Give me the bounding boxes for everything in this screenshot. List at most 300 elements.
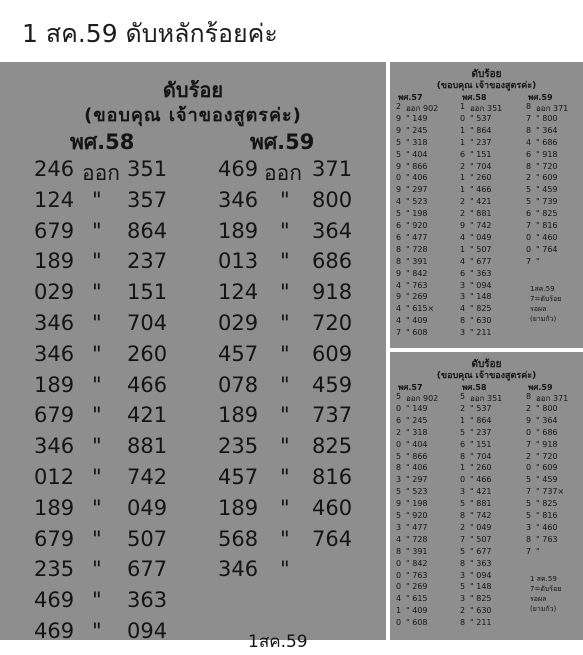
photo-footer: 1สค.59	[248, 632, 308, 652]
digit: 4	[396, 197, 402, 206]
photo-subtitle: (ขอบคุณ เจ้าของสูตรค่ะ)	[84, 105, 302, 126]
digit: 1	[460, 463, 466, 472]
draw-result: " 049	[470, 233, 492, 242]
digit: 3	[396, 523, 402, 532]
draw-result: " 686	[536, 138, 558, 147]
draw-result: " 763	[536, 535, 558, 544]
draw-number: 568	[218, 527, 259, 551]
digit: 9	[396, 162, 402, 171]
digit: 8	[526, 102, 532, 111]
digit: 2	[460, 209, 466, 218]
draw-result: " 391	[406, 257, 428, 266]
draw-result: " 211	[470, 328, 492, 337]
draw-result: " 816	[536, 221, 558, 230]
draw-result: " 737×	[536, 487, 565, 496]
draw-result: " 477	[406, 523, 428, 532]
draw-result: 825	[312, 434, 353, 458]
digit: 4	[526, 138, 532, 147]
draw-separator: "	[280, 342, 290, 366]
draw-number: 189	[218, 403, 259, 427]
draw-result: " 297	[406, 475, 428, 484]
draw-number: 457	[218, 342, 259, 366]
draw-result: " 460	[536, 233, 558, 242]
draw-number: 346	[218, 188, 259, 212]
draw-separator: "	[92, 496, 102, 520]
digit: 5	[396, 138, 402, 147]
draw-result: " 049	[470, 523, 492, 532]
draw-result: " 094	[470, 571, 492, 580]
draw-result: " 842	[406, 269, 428, 278]
draw-separator: "	[280, 465, 290, 489]
draw-result: " 507	[470, 245, 492, 254]
post-header	[0, 0, 583, 62]
draw-result: ออก 351	[470, 104, 503, 113]
draw-result: " 728	[406, 245, 428, 254]
digit: 3	[396, 475, 402, 484]
draw-result: " 477	[406, 233, 428, 242]
draw-result: " 507	[470, 535, 492, 544]
photo-title: ดับร้อย	[162, 78, 224, 102]
digit: 1	[460, 102, 466, 111]
draw-result: " 260	[470, 463, 492, 472]
draw-result: " 704	[470, 452, 492, 461]
draw-result: " 742	[470, 511, 492, 520]
draw-result: " 918	[536, 150, 558, 159]
digit: 7	[526, 547, 532, 556]
digit: 4	[460, 257, 466, 266]
digit: 2	[460, 606, 466, 615]
note-line: 1สค.59	[530, 285, 555, 293]
digit: 0	[396, 440, 402, 449]
digit: 0	[396, 582, 402, 591]
digit: 8	[460, 511, 466, 520]
note-line: 7=ดับร้อย	[530, 295, 562, 303]
draw-result: " 920	[406, 511, 428, 520]
thumb-title: ดับร้อย	[471, 359, 502, 370]
draw-result: " 825	[536, 499, 558, 508]
digit: 5	[526, 185, 532, 194]
note-line: 7=ดับร้อย	[530, 585, 562, 593]
draw-result: " 881	[470, 209, 492, 218]
draw-result: ออก 351	[470, 394, 503, 403]
digit: 1	[460, 416, 466, 425]
digit: 0	[526, 463, 532, 472]
draw-separator: "	[92, 465, 102, 489]
digit: 8	[460, 618, 466, 627]
digit: 1	[460, 245, 466, 254]
draw-separator: "	[280, 527, 290, 551]
digit: 3	[460, 328, 466, 337]
year-header: พศ.59	[528, 383, 553, 392]
draw-result: " 406	[406, 463, 428, 472]
digit: 7	[526, 221, 532, 230]
draw-result: "	[536, 257, 540, 266]
draw-separator: "	[92, 527, 102, 551]
draw-result: 466	[127, 373, 168, 397]
draw-number: 246	[34, 157, 75, 181]
digit: 6	[460, 440, 466, 449]
draw-result: " 742	[470, 221, 492, 230]
draw-result: 357	[127, 188, 168, 212]
digit: 2	[460, 523, 466, 532]
digit: 5	[460, 428, 466, 437]
draw-number: 469	[34, 619, 75, 643]
draw-result: " 825	[536, 209, 558, 218]
digit: 0	[396, 571, 402, 580]
digit: 0	[396, 173, 402, 182]
digit: 9	[460, 221, 466, 230]
year-header: พศ.58	[462, 93, 487, 102]
digit: 4	[396, 535, 402, 544]
draw-result: 881	[127, 434, 168, 458]
draw-separator: "	[280, 557, 290, 581]
draw-result: ออก 371	[536, 394, 569, 403]
draw-result: " 764	[536, 245, 558, 254]
draw-result: " 404	[406, 440, 428, 449]
digit: 9	[396, 126, 402, 135]
draw-separator: "	[92, 280, 102, 304]
digit: 0	[526, 245, 532, 254]
draw-result: " 459	[536, 185, 558, 194]
digit: 0	[526, 428, 532, 437]
digit: 8	[460, 452, 466, 461]
digit: 8	[460, 559, 466, 568]
draw-result: " 825	[470, 594, 492, 603]
digit: 5	[396, 511, 402, 520]
digit: 2	[396, 102, 402, 111]
draw-result: " 364	[536, 126, 558, 135]
note-line: (ยามกัว)	[530, 605, 557, 613]
digit: 2	[396, 428, 402, 437]
draw-result: " 363	[470, 559, 492, 568]
digit: 8	[396, 463, 402, 472]
draw-number: 346	[34, 311, 75, 335]
draw-result: " 094	[470, 281, 492, 290]
draw-result: 364	[312, 219, 353, 243]
draw-result: " 630	[470, 606, 492, 615]
draw-result: " 523	[406, 487, 428, 496]
draw-number: 013	[218, 249, 259, 273]
digit: 2	[526, 404, 532, 413]
draw-separator: "	[92, 342, 102, 366]
thumbnail-photo-top[interactable]	[390, 62, 583, 348]
draw-number: 189	[34, 249, 75, 273]
digit: 7	[460, 535, 466, 544]
digit: 5	[396, 150, 402, 159]
draw-result: " 149	[406, 404, 428, 413]
draw-separator: "	[280, 403, 290, 427]
digit: 6	[396, 233, 402, 242]
draw-result: " 630	[470, 316, 492, 325]
draw-result: " 609	[536, 173, 558, 182]
draw-result: " 404	[406, 150, 428, 159]
draw-number: 012	[34, 465, 75, 489]
draw-number: 029	[218, 311, 259, 335]
draw-result: " 800	[536, 114, 558, 123]
draw-result: 864	[127, 219, 168, 243]
draw-number: 679	[34, 219, 75, 243]
digit: 0	[526, 233, 532, 242]
draw-result: 800	[312, 188, 353, 212]
draw-separator: "	[280, 311, 290, 335]
digit: 6	[460, 150, 466, 159]
draw-number: 469	[34, 588, 75, 612]
draw-number: 346	[218, 557, 259, 581]
draw-result: " 816	[536, 511, 558, 520]
draw-result: " 149	[406, 114, 428, 123]
draw-result: " 406	[406, 173, 428, 182]
draw-result: " 866	[406, 452, 428, 461]
draw-result: " 151	[470, 440, 492, 449]
draw-number: 124	[218, 280, 259, 304]
digit: 9	[526, 416, 532, 425]
digit: 4	[396, 304, 402, 313]
main-photo[interactable]	[0, 62, 386, 652]
digit: 0	[396, 559, 402, 568]
draw-result: ออก 902	[406, 104, 439, 113]
digit: 2	[460, 197, 466, 206]
draw-separator: "	[92, 557, 102, 581]
note-line: (ยามกัว)	[530, 315, 557, 323]
draw-number: 457	[218, 465, 259, 489]
draw-result: 609	[312, 342, 353, 366]
digit: 5	[396, 392, 402, 401]
draw-result: " 198	[406, 209, 428, 218]
digit: 9	[396, 292, 402, 301]
draw-result: " 245	[406, 126, 428, 135]
digit: 0	[396, 404, 402, 413]
digit: 2	[460, 162, 466, 171]
draw-result: 049	[127, 496, 168, 520]
digit: 0	[460, 475, 466, 484]
draw-result: " 763	[406, 571, 428, 580]
draw-result: " 318	[406, 428, 428, 437]
draw-result: " 269	[406, 292, 428, 301]
digit: 3	[460, 292, 466, 301]
digit: 8	[396, 257, 402, 266]
digit: 9	[396, 269, 402, 278]
thumbnail-photo-bottom[interactable]	[390, 352, 583, 640]
digit: 2	[526, 452, 532, 461]
digit: 4	[460, 233, 466, 242]
draw-result: " 720	[536, 162, 558, 171]
draw-result: 151	[127, 280, 168, 304]
digit: 5	[396, 487, 402, 496]
digit: 1	[396, 606, 402, 615]
draw-result: " 720	[536, 452, 558, 461]
draw-result: 094	[127, 619, 168, 643]
draw-number: 029	[34, 280, 75, 304]
digit: 8	[526, 126, 532, 135]
draw-result: "	[536, 547, 540, 556]
draw-number: 235	[34, 557, 75, 581]
draw-separator: "	[92, 588, 102, 612]
digit: 3	[460, 594, 466, 603]
draw-result: " 364	[536, 416, 558, 425]
digit: 8	[526, 392, 532, 401]
draw-result: 363	[127, 588, 168, 612]
note-line: รอผล	[530, 305, 547, 313]
draw-separator: "	[92, 373, 102, 397]
draw-result: " 537	[470, 114, 492, 123]
draw-result: " 800	[536, 404, 558, 413]
draw-result: " 409	[406, 316, 428, 325]
draw-separator: "	[280, 373, 290, 397]
draw-result: 737	[312, 403, 353, 427]
draw-result: " 466	[470, 185, 492, 194]
digit: 8	[526, 535, 532, 544]
draw-result: ออก 902	[406, 394, 439, 403]
draw-result: " 148	[470, 582, 492, 591]
digit: 5	[526, 475, 532, 484]
note-line: 1 สค.59	[530, 575, 557, 583]
draw-result: " 677	[470, 547, 492, 556]
digit: 3	[460, 571, 466, 580]
draw-result: " 615	[406, 594, 428, 603]
draw-result: " 608	[406, 328, 428, 337]
draw-result: " 763	[406, 281, 428, 290]
draw-result: " 739	[536, 197, 558, 206]
digit: 6	[396, 221, 402, 230]
draw-number: 346	[34, 434, 75, 458]
draw-separator: "	[280, 496, 290, 520]
digit: 3	[460, 281, 466, 290]
draw-result: " 260	[470, 173, 492, 182]
draw-result: 720	[312, 311, 353, 335]
draw-result: 918	[312, 280, 353, 304]
digit: 7	[526, 257, 532, 266]
draw-result: " 866	[406, 162, 428, 171]
draw-result: " 615×	[406, 304, 435, 313]
digit: 7	[526, 114, 532, 123]
digit: 2	[460, 404, 466, 413]
draw-number: 189	[218, 496, 259, 520]
digit: 8	[396, 245, 402, 254]
draw-separator: "	[92, 434, 102, 458]
post-title: 1 สค.59 ดับหลักร้อยค่ะ	[22, 19, 278, 48]
digit: 4	[460, 304, 466, 313]
draw-number: 189	[218, 219, 259, 243]
draw-separator: ออก	[264, 161, 302, 185]
draw-result: " 864	[470, 126, 492, 135]
year-header-59: พศ.59	[250, 130, 315, 154]
draw-result: 237	[127, 249, 168, 273]
digit: 4	[396, 281, 402, 290]
draw-separator: "	[92, 311, 102, 335]
draw-result: " 421	[470, 487, 492, 496]
digit: 5	[460, 499, 466, 508]
draw-result: 421	[127, 403, 168, 427]
draw-result: " 842	[406, 559, 428, 568]
thumb-subtitle: (ขอบคุณ เจ้าของสูตรค่ะ)	[436, 371, 537, 381]
draw-result: " 686	[536, 428, 558, 437]
digit: 7	[526, 440, 532, 449]
draw-result: " 825	[470, 304, 492, 313]
digit: 6	[460, 269, 466, 278]
draw-result: " 391	[406, 547, 428, 556]
draw-number: 189	[34, 373, 75, 397]
digit: 8	[396, 547, 402, 556]
draw-number: 679	[34, 527, 75, 551]
draw-result: 507	[127, 527, 168, 551]
draw-result: " 609	[536, 463, 558, 472]
digit: 7	[526, 487, 532, 496]
digit: 8	[460, 316, 466, 325]
digit: 5	[526, 499, 532, 508]
draw-result: " 677	[470, 257, 492, 266]
year-header-58: พศ.58	[70, 130, 135, 154]
digit: 3	[460, 487, 466, 496]
draw-result: 704	[127, 311, 168, 335]
digit: 9	[396, 114, 402, 123]
draw-result: " 409	[406, 606, 428, 615]
draw-result: " 211	[470, 618, 492, 627]
draw-number: 235	[218, 434, 259, 458]
draw-number: 124	[34, 188, 75, 212]
draw-result: 351	[127, 157, 168, 181]
year-header: พศ.57	[398, 93, 423, 102]
draw-result: 686	[312, 249, 353, 273]
digit: 6	[396, 416, 402, 425]
draw-result: " 237	[470, 138, 492, 147]
year-header: พศ.57	[398, 383, 423, 392]
digit: 6	[526, 209, 532, 218]
digit: 1	[460, 138, 466, 147]
draw-result: 460	[312, 496, 353, 520]
draw-separator: "	[92, 188, 102, 212]
draw-result: " 421	[470, 197, 492, 206]
digit: 4	[396, 316, 402, 325]
digit: 8	[526, 162, 532, 171]
draw-result: 764	[312, 527, 353, 551]
digit: 7	[396, 328, 402, 337]
draw-result: " 363	[470, 269, 492, 278]
digit: 2	[526, 173, 532, 182]
draw-separator: "	[280, 434, 290, 458]
draw-result: " 864	[470, 416, 492, 425]
draw-number: 078	[218, 373, 259, 397]
draw-separator: "	[280, 280, 290, 304]
draw-number: 679	[34, 403, 75, 427]
draw-separator: "	[92, 219, 102, 243]
draw-separator: "	[280, 249, 290, 273]
draw-result: " 148	[470, 292, 492, 301]
digit: 9	[396, 499, 402, 508]
draw-result: 742	[127, 465, 168, 489]
draw-result: " 151	[470, 150, 492, 159]
digit: 5	[526, 511, 532, 520]
draw-result: " 318	[406, 138, 428, 147]
digit: 5	[460, 392, 466, 401]
draw-result: 816	[312, 465, 353, 489]
draw-result: 260	[127, 342, 168, 366]
draw-result: " 918	[536, 440, 558, 449]
digit: 6	[526, 150, 532, 159]
digit: 1	[460, 126, 466, 135]
digit: 3	[526, 523, 532, 532]
draw-number: 346	[34, 342, 75, 366]
draw-separator: "	[280, 219, 290, 243]
draw-number: 189	[34, 496, 75, 520]
draw-number: 469	[218, 157, 259, 181]
draw-separator: "	[92, 403, 102, 427]
digit: 0	[460, 114, 466, 123]
digit: 0	[396, 618, 402, 627]
draw-separator: "	[92, 619, 102, 643]
draw-result: " 269	[406, 582, 428, 591]
note-line: รอผล	[530, 595, 547, 603]
digit: 5	[396, 209, 402, 218]
